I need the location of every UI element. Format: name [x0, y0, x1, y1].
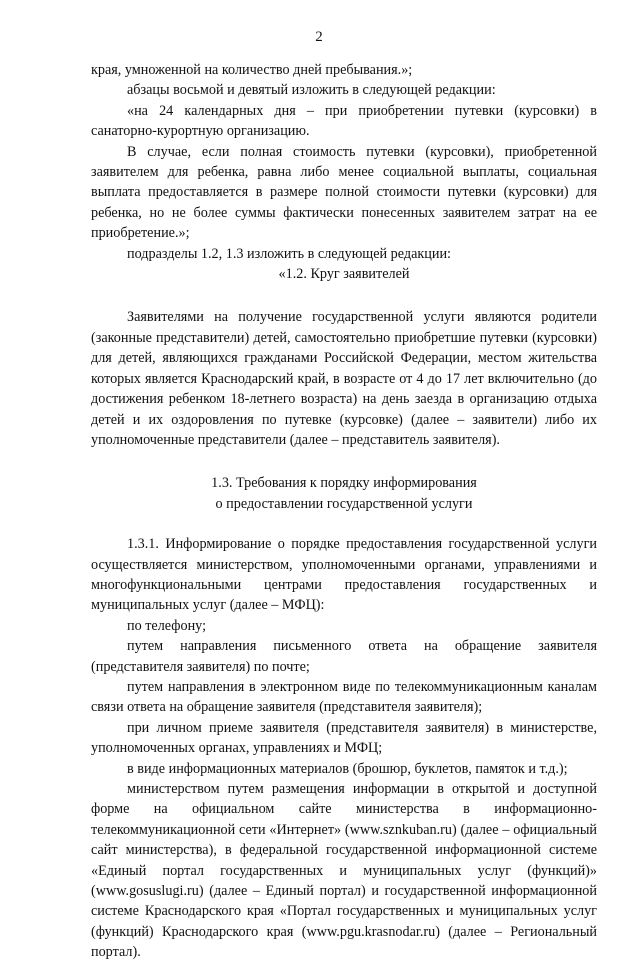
list-item: министерством путем размещения информации в открытой и доступной форме на официальном сайте министерства в информационно-телекоммуникационной сети «Интернет» (www.sznkuban.ru) (далее – официальный сайт министерства), в федеральной государственной информационной системе «Единый портал государственных и муниципальных услуг (функций)» (www.gosuslugi.ru) (далее – Единый портал) и государственной информационной системе Краснодарского края «Портал государственных и муниципальных услуг (функций) Краснодарского края (www.pgu.krasnodar.ru) (далее – Региональный портал).	[91, 781, 597, 961]
paragraph: абзацы восьмой и девятый изложить в следующей редакции:	[127, 82, 496, 99]
paragraph: Заявителями на получение государственной услуги являются родители (законные представители) детей, самостоятельно приобретшие путевки (курсовки) для детей, являющихся гражданами Российской Федерации, местом жительства которых является Краснодарский край, в возрасте от 4 до 17 лет включительно (до достижения ребенком 18-летнего возраста) на день заезда в организацию отдыха детей и их оздоровления по путевке (курсовке) (далее – заявители) либо их уполномоченные представители (далее – представитель заявителя).	[91, 309, 597, 448]
paragraph: края, умноженной на количество дней пребывания.»;	[91, 62, 413, 78]
list-item: при личном приеме заявителя (представителя заявителя) в министерстве, уполномоченных органах, управлениях и МФЦ;	[91, 719, 597, 757]
list-item: путем направления в электронном виде по телекоммуникационным каналам связи ответа на обращение заявителя (представителя заявителя);	[91, 678, 597, 716]
paragraph: подразделы 1.2, 1.3 изложить в следующей редакции:	[127, 245, 451, 262]
section-heading: 1.3. Требования к порядку информирования	[211, 475, 477, 492]
list-item: путем направления письменного ответа на обращение заявителя (представителя заявителя) по почте;	[91, 638, 597, 675]
paragraph: В случае, если полная стоимость путевки (курсовки), приобретенной заявителем для ребенка, равна либо менее социальной выплаты, социальная выплата предоставляется в размере полной стоимости путевки (курсовки) для ребенка, но не более суммы фактически понесенных заявителем затрат на ее приобретение.»;	[91, 143, 597, 242]
list-item: по телефону;	[127, 617, 207, 634]
list-item: в виде информационных материалов (брошюр, буклетов, памяток и т.д.);	[127, 760, 568, 777]
paragraph: «на 24 календарных дня – при приобретении путевки (курсовки) в санаторно-курортную организацию.	[91, 102, 597, 140]
section-heading: о предоставлении государственной услуги	[215, 495, 473, 512]
paragraph: 1.3.1. Информирование о порядке предоставления государственной услуги осуществляется министерством, уполномоченными органами, управлениями и многофункциональными центрами предоставления государственных и муниципальных услуг (далее – МФЦ):	[91, 536, 597, 614]
document-body	[91, 60, 597, 963]
page-number: 2	[315, 29, 323, 45]
section-heading: «1.2. Круг заявителей	[278, 266, 410, 283]
